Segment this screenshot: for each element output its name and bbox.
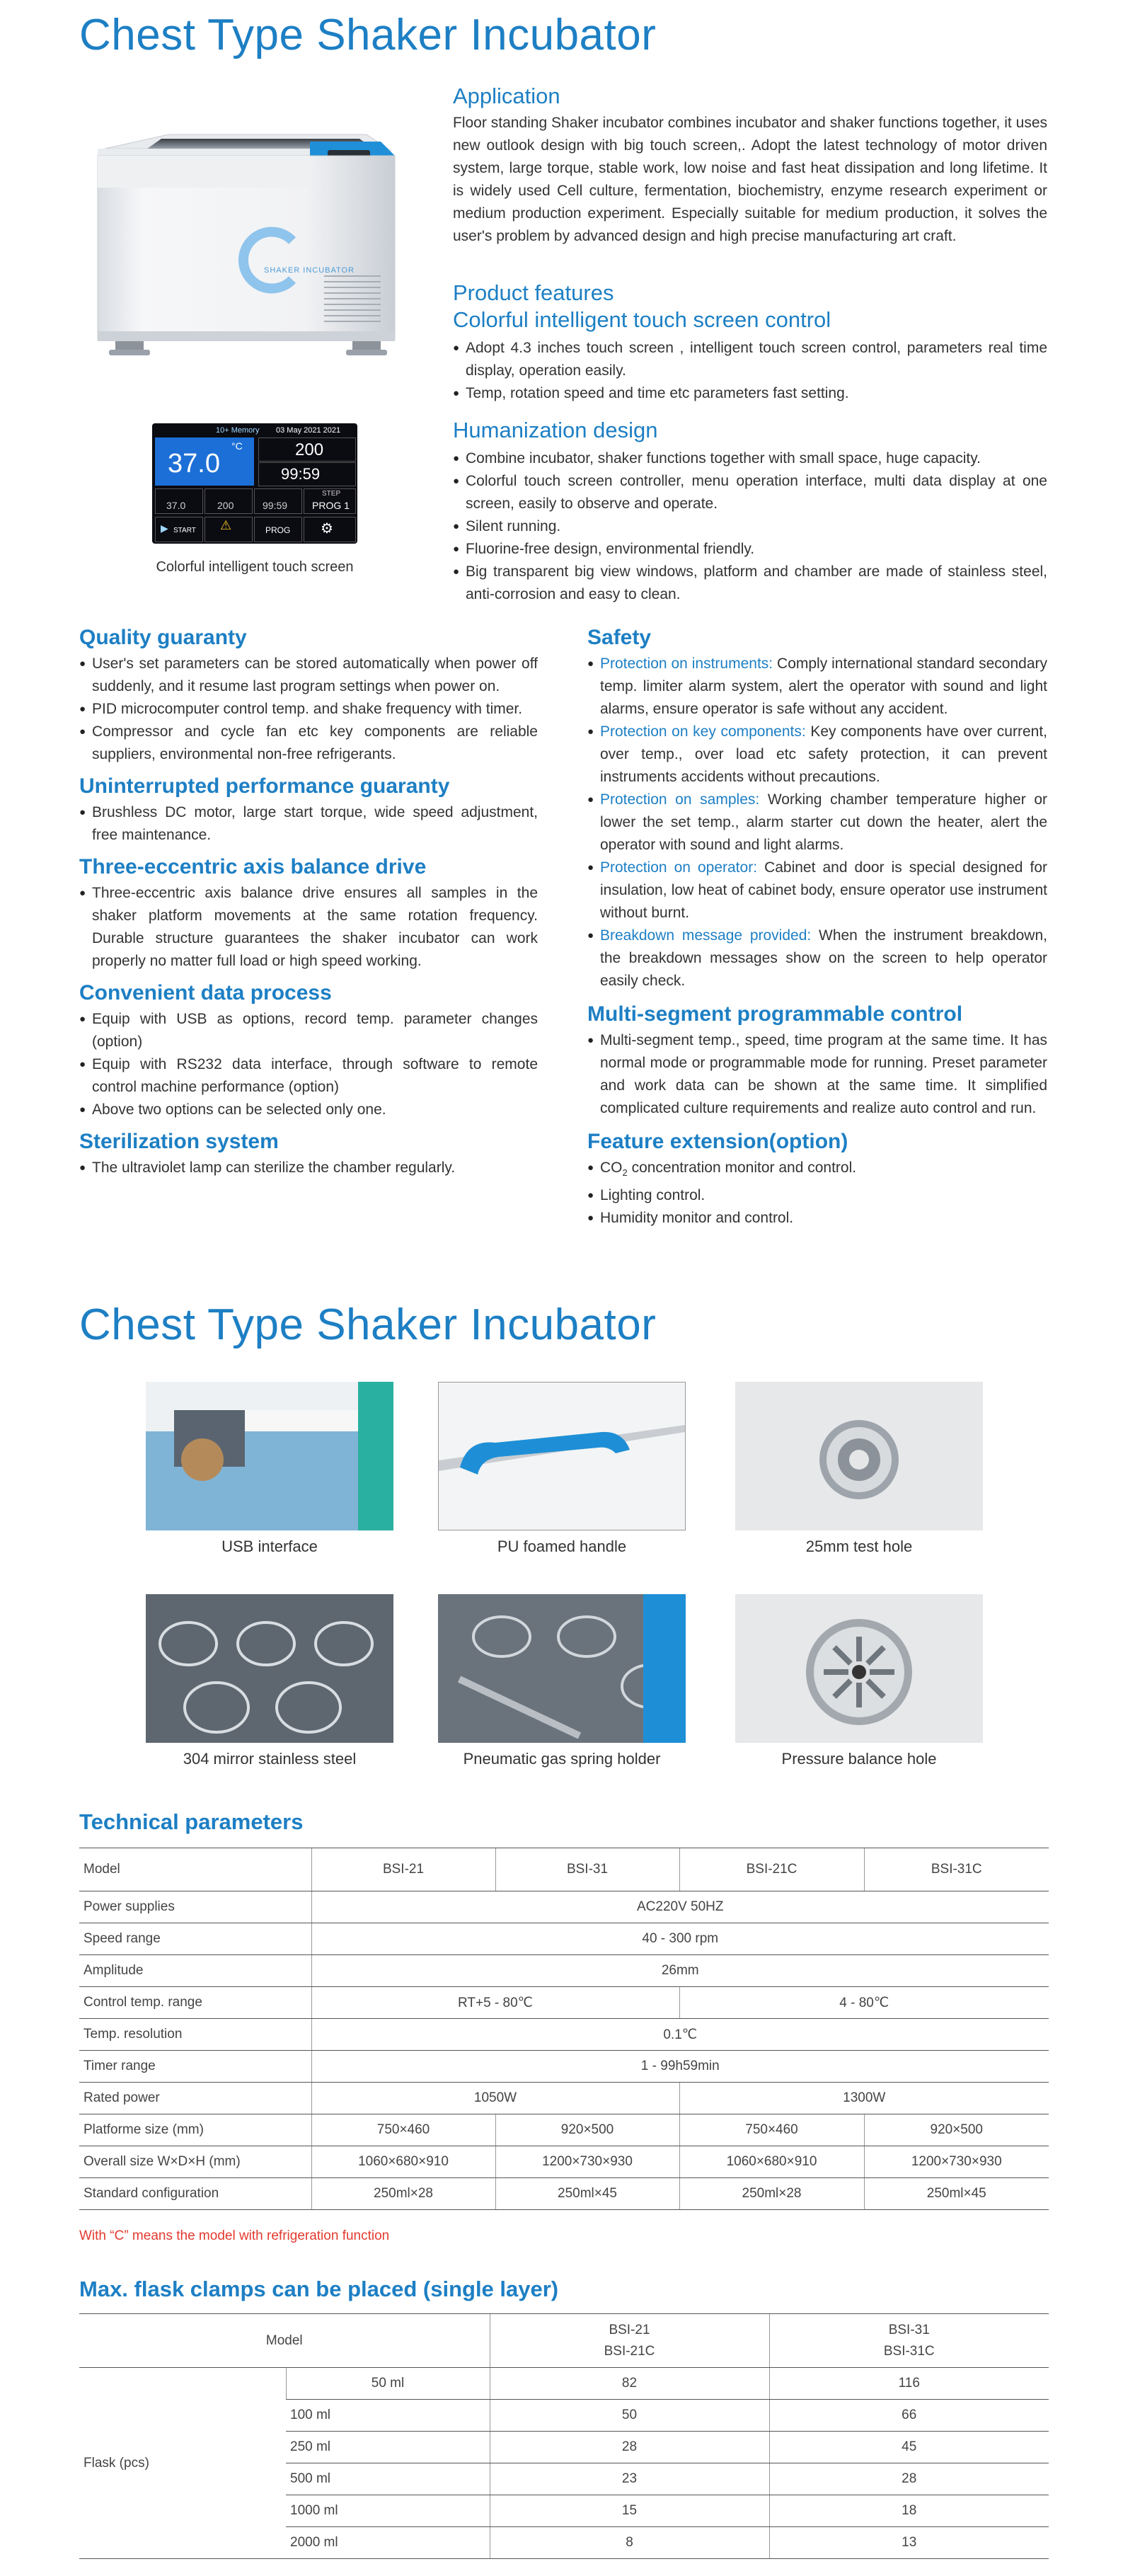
table-row: Model BSI-21 BSI-21C BSI-31 BSI-31C — [79, 2314, 1049, 2368]
screen-time: 99:59 — [281, 465, 321, 483]
left-features-column — [79, 626, 538, 1179]
table-row: Speed range 40 - 300 rpm — [79, 1923, 1049, 1955]
list-item: ● Multi-segment temp., speed, time program at the same time. It has normal mode or programmable mode for running. Preset parameter and work data can be shown at the same time. It simplified complicated culture requirements and realize auto control and run. — [587, 1029, 1047, 1120]
list-item: ● Protection on operator: Cabinet and door is special designed for insulation, low heat of cabinet body, ensure operator use instrument without burnt. — [587, 857, 1047, 925]
photo-caption: 25mm test hole — [805, 1538, 913, 1555]
tech-table — [79, 1848, 1049, 2210]
application-text: Floor standing Shaker incubator combines incubator and shaker functions together, it uses new outlook design with big touch screen,. Adopt the latest technology of motor driven system, large torque, stable work, low noise and fast heat dissipation and long lifetime. It is widely used Cell culture, fermentation, biochemistry, enzyme research experiment or medium production experiment. Especially suitable for medium production, it solves the user's problem by advanced design and high precise manufacturing art craft. — [453, 115, 1047, 244]
multisegment-title: Multi-segment programmable control — [587, 1002, 963, 1026]
list-item: ● Compressor and cycle fan etc key components are reliable suppliers, environmental non-free refrigerants. — [79, 721, 538, 766]
screen-cell-3: 99:59 — [263, 500, 288, 511]
list-item: ● Breakdown message provided: When the instrument breakdown, the breakdown messages show on the screen to help operator easily check. — [587, 925, 1047, 992]
photo-caption: Pneumatic gas spring holder — [463, 1750, 661, 1768]
usb-interface-photo — [146, 1382, 393, 1530]
table-row: Overall size W×D×H (mm) 1060×680×910 1200×730×930 1060×680×910 1200×730×930 — [79, 2146, 1049, 2178]
screen-header-right: 03 May 2021 2021 — [276, 426, 341, 435]
list-item: ● Fluorine-free design, environmental friendly. — [453, 538, 1047, 561]
photo-caption: Pressure balance hole — [781, 1750, 937, 1768]
table-row: Rated power 1050W 1300W — [79, 2083, 1049, 2114]
screen-caption: Colorful intelligent touch screen — [156, 559, 354, 575]
list-item: ● The ultraviolet lamp can sterilize the chamber regularly. — [79, 1157, 538, 1179]
list-item: ● Protection on key components: Key components have over current, over temp., over load etc safety protection, it can prevent instruments accidents without precautions. — [587, 721, 1047, 789]
safety-title: Safety — [587, 626, 652, 649]
table-row: 2000 ml 8 13 — [79, 2527, 1049, 2559]
list-item: ● Colorful touch screen controller, menu operation interface, multi data display at one screen, easily to observe and operate. — [453, 470, 1047, 515]
table-row: 250 ml 28 45 — [79, 2432, 1049, 2463]
list-item: ● Big transparent big view windows, platform and chamber are made of stainless steel, anti-corrosion and easy to clean. — [453, 561, 1047, 606]
right-features-column — [587, 626, 1047, 1230]
table-row: Standard configuration 250ml×28 250ml×45 250ml×28 250ml×45 — [79, 2178, 1049, 2210]
product-features-title: Product features — [453, 280, 614, 305]
list-item: ● Adopt 4.3 inches touch screen , intelligent touch screen control, parameters real time display, operation easily. — [453, 337, 1047, 382]
machine-label: SHAKER INCUBATOR — [264, 266, 355, 275]
screen-temp-unit: °C — [231, 440, 243, 452]
list-item: ● Protection on samples: Working chamber temperature higher or lower the set temp., alarm starter cut down the heater, alert the operator with sound and light alarms. — [587, 789, 1047, 857]
table-row: Timer range 1 - 99h59min — [79, 2051, 1049, 2083]
quality-title: Quality guaranty — [79, 626, 247, 649]
product-features-section — [453, 280, 1047, 405]
product-features-subtitle: Colorful intelligent touch screen control — [453, 307, 831, 332]
screen-speed: 200 — [295, 440, 324, 459]
table-row: 1000 ml 15 18 — [79, 2495, 1049, 2527]
touch-screen-image — [152, 423, 357, 544]
flask-title: Max. flask clamps can be placed (single layer) — [79, 2277, 559, 2301]
refrigeration-note: With “C” means the model with refrigeration function — [79, 2228, 390, 2243]
list-item: ● Equip with USB as options, record temp. parameter changes (option) — [79, 1008, 538, 1053]
table-row: Model BSI-21 BSI-31 BSI-21C BSI-31C — [79, 1848, 1049, 1891]
photo-caption: PU foamed handle — [497, 1538, 627, 1555]
list-item: ● Brushless DC motor, large start torque, wide speed adjustment, free maintenance. — [79, 801, 538, 847]
table-row: 500 ml 23 28 — [79, 2463, 1049, 2495]
screen-temp: 37.0 — [168, 449, 220, 479]
play-icon: ▶ — [161, 522, 168, 534]
convenient-title: Convenient data process — [79, 981, 332, 1004]
table-row: Platforme size (mm) 750×460 920×500 750×460 920×500 — [79, 2114, 1049, 2146]
stainless-steel-photo — [146, 1594, 393, 1743]
handle-photo — [438, 1382, 686, 1530]
table-row: Temp. resolution 0.1℃ — [79, 2019, 1049, 2051]
tech-title: Technical parameters — [79, 1809, 304, 1834]
flask-table — [79, 2313, 1049, 2559]
application-section — [453, 84, 1047, 248]
table-row: Amplitude 26mm — [79, 1955, 1049, 1987]
application-title: Application — [453, 84, 560, 108]
list-item: ● Above two options can be selected only one. — [79, 1099, 538, 1121]
table-row: Power supplies AC220V 50HZ — [79, 1891, 1049, 1923]
page-title: Chest Type Shaker Incubator — [79, 11, 657, 59]
photo-caption: USB interface — [221, 1538, 318, 1555]
sterilization-title: Sterilization system — [79, 1130, 279, 1153]
eccentric-title: Three-eccentric axis balance drive — [79, 855, 427, 878]
table-row: Control temp. range RT+5 - 80℃ 4 - 80℃ — [79, 1987, 1049, 2019]
test-hole-photo — [735, 1382, 983, 1530]
list-item: ● Combine incubator, shaker functions together with small space, huge capacity. — [453, 447, 1047, 470]
list-item: ● Humidity monitor and control. — [587, 1207, 1047, 1230]
gas-spring-photo — [438, 1594, 686, 1743]
product-image — [83, 106, 409, 375]
table-row: Flask (pcs) 50 ml 82 116 — [79, 2368, 1049, 2400]
humanization-title: Humanization design — [453, 418, 658, 442]
pressure-hole-photo — [735, 1594, 983, 1743]
screen-cell-1: 37.0 — [166, 500, 186, 511]
list-item: ● PID microcomputer control temp. and shake frequency with timer. — [79, 698, 538, 721]
screen-cell-4: PROG 1 — [312, 500, 350, 511]
humanization-section — [453, 418, 1047, 606]
extension-title: Feature extension(option) — [587, 1130, 848, 1153]
section-title: Chest Type Shaker Incubator — [79, 1300, 657, 1349]
screen-cell-2: 200 — [217, 500, 234, 511]
list-item: ● $CO_2$ concentration monitor and control. — [587, 1157, 1047, 1184]
screen-prog-button: PROG — [265, 525, 291, 535]
gear-icon: ⚙ — [321, 521, 333, 537]
screen-header-left: 10+ Memory — [216, 426, 260, 435]
photo-caption: 304 mirror stainless steel — [183, 1750, 357, 1768]
list-item: ● Temp, rotation speed and time etc parameters fast setting. — [453, 382, 1047, 405]
list-item: ● Protection on instruments: Comply international standard secondary temp. limiter alarm system, alert the operator with sound and light alarms, ensure operator is safe without any accident. — [587, 653, 1047, 721]
table-row: 100 ml 50 66 — [79, 2400, 1049, 2432]
list-item: ● Equip with RS232 data interface, through software to remote control machine performance (option) — [79, 1053, 538, 1099]
warning-icon: ⚠ — [220, 518, 232, 532]
list-item: ● Lighting control. — [587, 1184, 1047, 1207]
uninterrupted-title: Uninterrupted performance guaranty — [79, 774, 450, 798]
screen-start-button: START — [173, 527, 196, 534]
list-item: ● Three-eccentric axis balance drive ensures all samples in the shaker platform movements at the same rotation frequency. Durable structure guarantees the shaker incubator can work properly no matter full load or high speed working. — [79, 882, 538, 973]
list-item: ● Silent running. — [453, 515, 1047, 538]
screen-cell-4-label: STEP — [322, 490, 341, 498]
list-item: ● User's set parameters can be stored automatically when power off suddenly, and it resume last program settings when power on. — [79, 653, 538, 698]
